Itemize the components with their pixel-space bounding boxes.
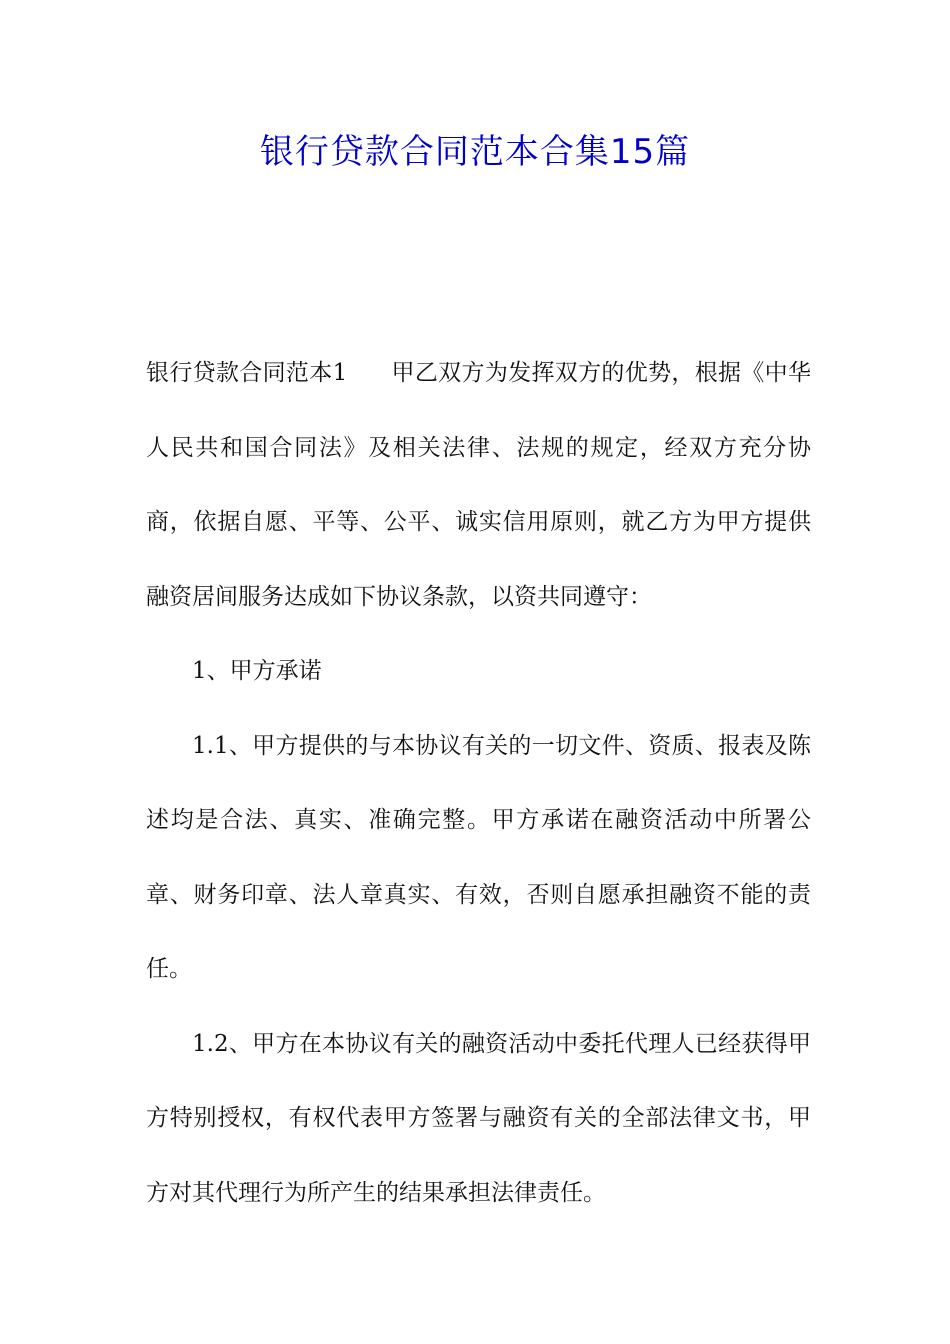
clause-1-1: 1.1、甲方提供的与本协议有关的一切文件、资质、报表及陈述均是合法、真实、准确完整。甲方承诺在融资活动中所署公章、财务印章、法人章真实、有效，否则自愿承担融资不能的责任。: [146, 732, 811, 982]
section-heading: 银行贷款合同范本1: [146, 360, 348, 386]
intro-text: 甲乙双方为发挥双方的优势，根据《中华人民共和国合同法》及相关法律、法规的规定，经双方充分协商，依据自愿、平等、公平、诚实信用原则，就乙方为甲方提供融资居间服务达成如下协议条款，以资共同遵守：: [146, 360, 812, 610]
clause-1-2: 1.2、甲方在本协议有关的融资活动中委托代理人已经获得甲方特别授权，有权代表甲方签署与融资有关的全部法律文书，甲方对其代理行为所产生的结果承担法律责任。: [146, 1030, 811, 1206]
intro-paragraph: [146, 336, 811, 634]
clause-1-heading: 1、甲方承诺: [192, 658, 322, 684]
document-body: [146, 336, 811, 1230]
document-title: 银行贷款合同范本合集15篇: [259, 132, 691, 172]
